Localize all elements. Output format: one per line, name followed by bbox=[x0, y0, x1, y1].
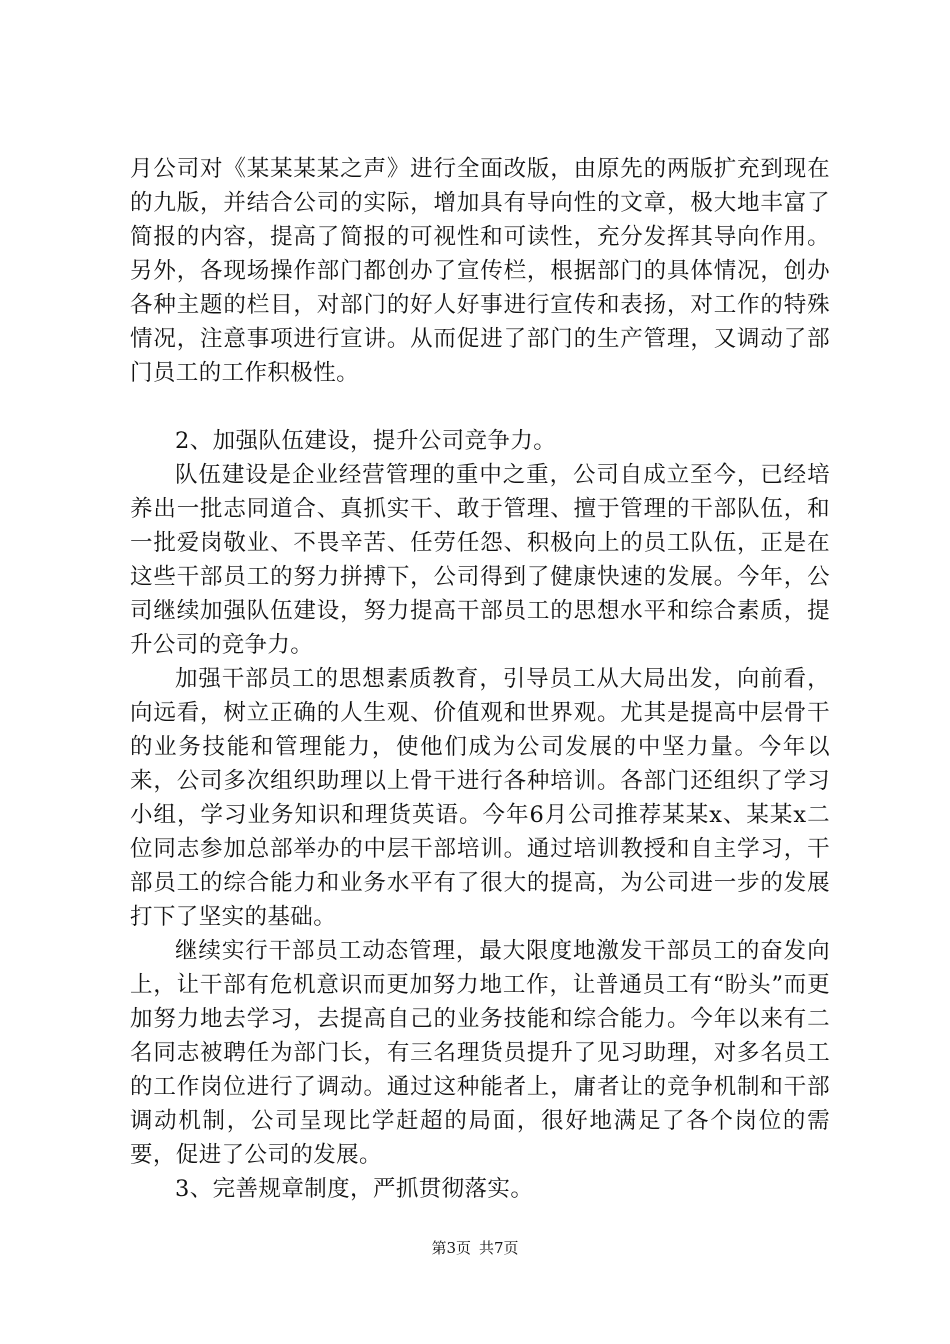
paragraph-education-training: 加强干部员工的思想素质教育，引导员工从大局出发，向前看，向远看，树立正确的人生观、价值观和世界观。尤其是提高中层骨干的业务技能和管理能力，使他们成为公司发展的中坚力量。今年以来，公司多次组织助理以上骨干进行各种培训。各部门还组织了学习小组，学习业务知识和理货英语。今年6月公司推荐某某x、某某x二位同志参加总部举办的中层干部培训。通过培训教授和自主学习，干部员工的综合能力和业务水平有了很大的提高，为公司进一步的发展打下了坚实的基础。 bbox=[130, 666, 830, 930]
page-footer bbox=[0, 1238, 950, 1258]
section-heading-regulations: 3、完善规章制度，严抓贯彻落实。 bbox=[175, 1176, 534, 1202]
document-body bbox=[130, 152, 830, 1206]
page-number: 第3页 bbox=[431, 1239, 471, 1257]
section-heading-team-building: 2、加强队伍建设，提升公司竞争力。 bbox=[175, 428, 557, 454]
paragraph-team-building: 队伍建设是企业经营管理的重中之重，公司自成立至今，已经培养出一批志同道合、真抓实干、敢于管理、擅于管理的干部队伍，和一批爱岗敬业、不畏辛苦、任劳任怨、积极向上的员工队伍，正是在这些干部员工的努力拼搏下，公司得到了健康快速的发展。今年，公司继续加强队伍建设，努力提高干部员工的思想水平和综合素质，提升公司的竞争力。 bbox=[130, 462, 830, 658]
paragraph-dynamic-management: 继续实行干部员工动态管理，最大限度地激发干部员工的奋发向上，让干部有危机意识而更加努力地工作，让普通员工有“盼头”而更加努力地去学习，去提高自己的业务技能和综合能力。今年以来有二名同志被聘任为部门长，有三名理货员提升了见习助理，对多名员工的工作岗位进行了调动。通过这种能者上，庸者让的竞争机制和干部调动机制，公司呈现比学赶超的局面，很好地满足了各个岗位的需要，促进了公司的发展。 bbox=[130, 938, 830, 1168]
page-total: 共7页 bbox=[479, 1239, 519, 1257]
paragraph-publicity: 月公司对《某某某某之声》进行全面改版，由原先的两版扩充到现在的九版，并结合公司的实际，增加具有导向性的文章，极大地丰富了简报的内容，提高了简报的可视性和可读性，充分发挥其导向作用。另外，各现场操作部门都创办了宣传栏，根据部门的具体情况，创办各种主题的栏目，对部门的好人好事进行宣传和表扬，对工作的特殊情况，注意事项进行宣讲。从而促进了部门的生产管理，又调动了部门员工的工作积极性。 bbox=[130, 156, 830, 386]
